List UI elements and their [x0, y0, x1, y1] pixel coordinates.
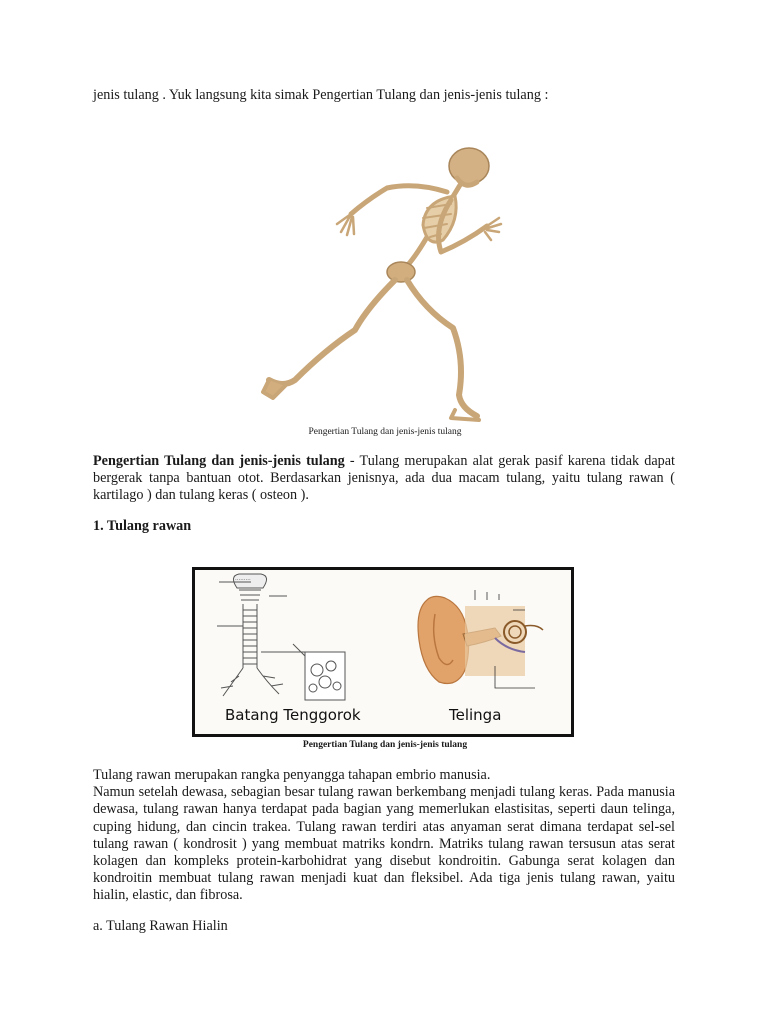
- paragraph-line-2: Namun setelah dewasa, sebagian besar tulang rawan berkembang menjadi tulang keras. Pada manusia dewasa, tulang rawan hanya terdapat pada bagian yang memerlukan elastisitas, seperti daun telinga, cuping hidung, dan cincin trakea. Tulang rawan terdiri atas anyaman serat dimana terdapat sel-sel tulang rawan ( kondrosit ) yang membuat matriks kondrn. Matriks tulang rawan tersusun atas serat kolagen dan kompleks protein-karbohidrat yang disebut kondroitin. Gabunga serat kolagen dan kondroitin membuat tulang rawan menjadi kuat dan fleksibel. Ada tiga jenis tulang rawan, yaitu hialin, elastic, dan fibrosa.: [93, 784, 675, 904]
- paragraph-definition-bold: Pengertian Tulang dan jenis-jenis tulang: [93, 453, 345, 469]
- trachea-label: Batang Tenggorok: [225, 706, 361, 724]
- figure1-caption: Pengertian Tulang dan jenis-jenis tulang: [308, 427, 462, 437]
- intro-line: jenis tulang . Yuk langsung kita simak Pengertian Tulang dan jenis-jenis tulang :: [93, 87, 549, 103]
- cartilage-diagram-image: [192, 567, 574, 737]
- paragraph-definition: [93, 453, 675, 505]
- trachea-illustration: [217, 574, 345, 700]
- paragraph-definition-text: - Tulang merupakan alat gerak pasif karena tidak dapat bergerak tanpa bantuan otot. Berdasarkan jenisnya, ada dua macam tulang, yaitu tulang rawan ( kartilago ) dan tulang keras ( osteon ).: [93, 453, 675, 504]
- paragraph-tulang-rawan: [93, 767, 675, 905]
- ear-illustration: [418, 590, 543, 688]
- skeleton-running-image: [255, 140, 515, 422]
- figure2-caption: Pengertian Tulang dan jenis-jenis tulang: [302, 740, 468, 750]
- heading-tulang-rawan: 1. Tulang rawan: [93, 518, 192, 534]
- paragraph-line-1: Tulang rawan merupakan rangka penyangga tahapan embrio manusia.: [93, 767, 491, 783]
- svg-text:.........: .........: [235, 576, 251, 582]
- subheading-hialin: a. Tulang Rawan Hialin: [93, 918, 228, 934]
- ear-label: Telinga: [449, 706, 502, 724]
